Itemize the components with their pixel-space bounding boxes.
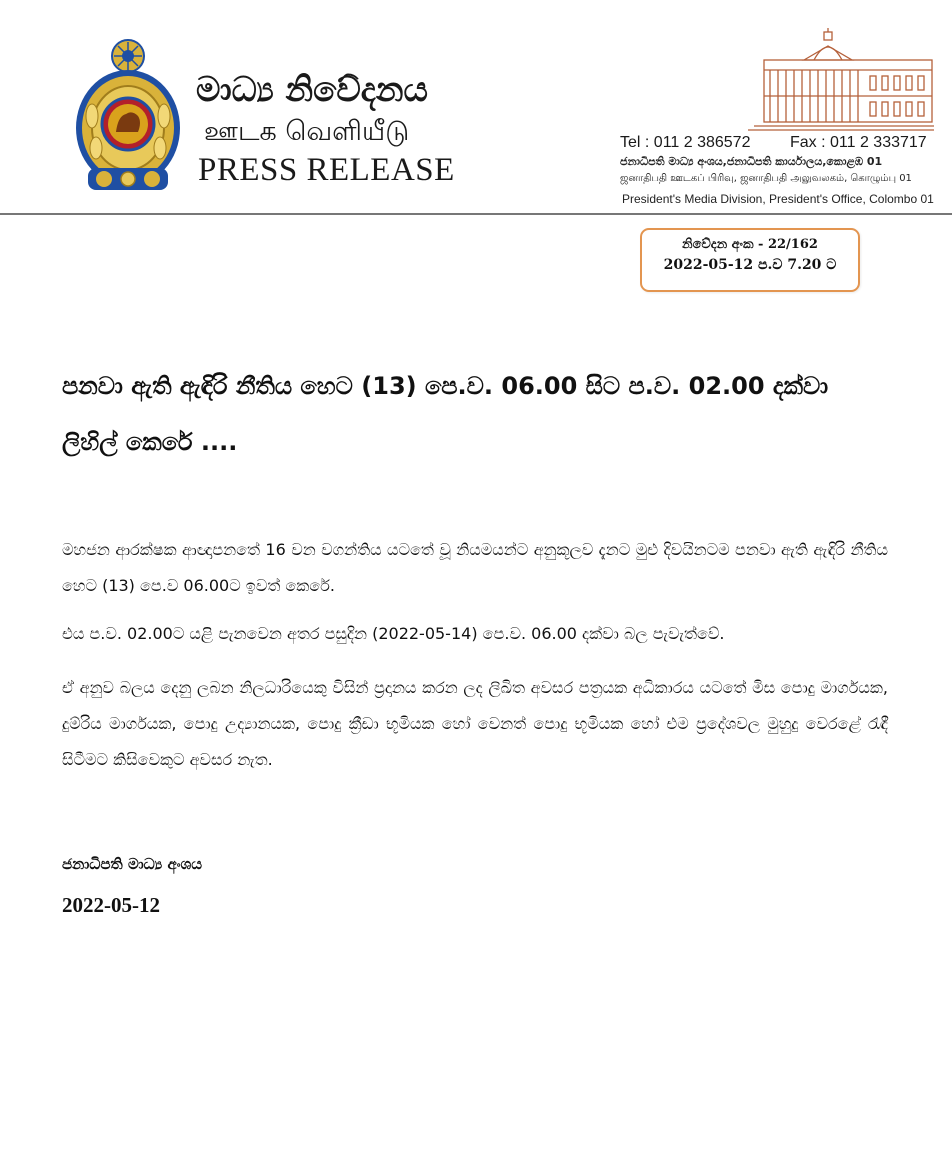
- address-tamil: ஜனாதிபதி ஊடகப் பிரிவு, ஜனாதிபதி அலுவலகம், கொழும்பு 01: [620, 173, 912, 184]
- title-tamil: ஊடக வெளியீடு: [204, 116, 410, 147]
- headline: පනවා ඇති ඇඳිරි නීතිය හෙට (13) පෙ.ව. 06.00 සිට ප.ව. 02.00 දක්වා ලිහිල් කෙරේ ....: [62, 372, 829, 456]
- building-icon: [744, 26, 936, 134]
- address-english: President's Media Division, President's Office, Colombo 01: [622, 192, 934, 206]
- header-divider: [0, 213, 952, 215]
- body-paragraph-1: මහජන ආරක්ෂක ආඥාපනතේ 16 වන වගන්තිය යටතේ වූ නියමයන්ට අනුකූලව දැනට මුළු දිවයිනටම පනවා ඇති ඇඳිරි නීතිය හෙට (13) පෙ.ව 06.00ට ඉවත් කෙරේ.: [62, 540, 888, 595]
- title-sinhala: මාධ්‍ය නිවේදනය: [196, 70, 428, 110]
- signature-date: 2022-05-12: [62, 893, 160, 917]
- body-paragraph-3: ඒ අනුව බලය දෙනු ලබන නිලධාරියෙකු විසින් ප්‍රදානය කරන ලද ලිඛිත අවසර පත්‍රයක අධිකාරය යටතේ මිස පොදු මාර්ගයක, දුම්රිය මාර්ගයක, පොදු උද්‍යානයක, පොදු ක්‍රීඩා භූමියක හෝ වෙනත් පොදු භූමියක හෝ එම ප්‍රදේශවල මුහුදු වෙරළේ රැඳී සිටීමට කිසිවෙකුට අවසර නැත.: [62, 678, 888, 769]
- signature-office: ජනාධිපති මාධ්‍ය අංශය: [62, 855, 203, 873]
- reference-number: නිවේදන අංක - 22/162: [682, 237, 818, 252]
- address-sinhala: ජනාධිපති මාධ්‍ය අංශය,ජනාධිපති කාර්යාලය,කොළඹ 01: [620, 155, 883, 168]
- telephone-number: Tel : 011 2 386572: [620, 134, 751, 151]
- reference-datetime: 2022-05-12 ප.ව 7.20 ට: [663, 257, 837, 273]
- reference-box: [640, 228, 860, 292]
- body-paragraph-2: එය ප.ව. 02.00ට යළි පැනවෙන අතර පසුදින (2022-05-14) පෙ.ව. 06.00 දක්වා බල පැවැත්වේ.: [62, 624, 725, 643]
- fax-number: Fax : 011 2 333717: [790, 134, 927, 151]
- title-english: PRESS RELEASE: [198, 152, 455, 188]
- national-emblem-icon: [72, 36, 184, 194]
